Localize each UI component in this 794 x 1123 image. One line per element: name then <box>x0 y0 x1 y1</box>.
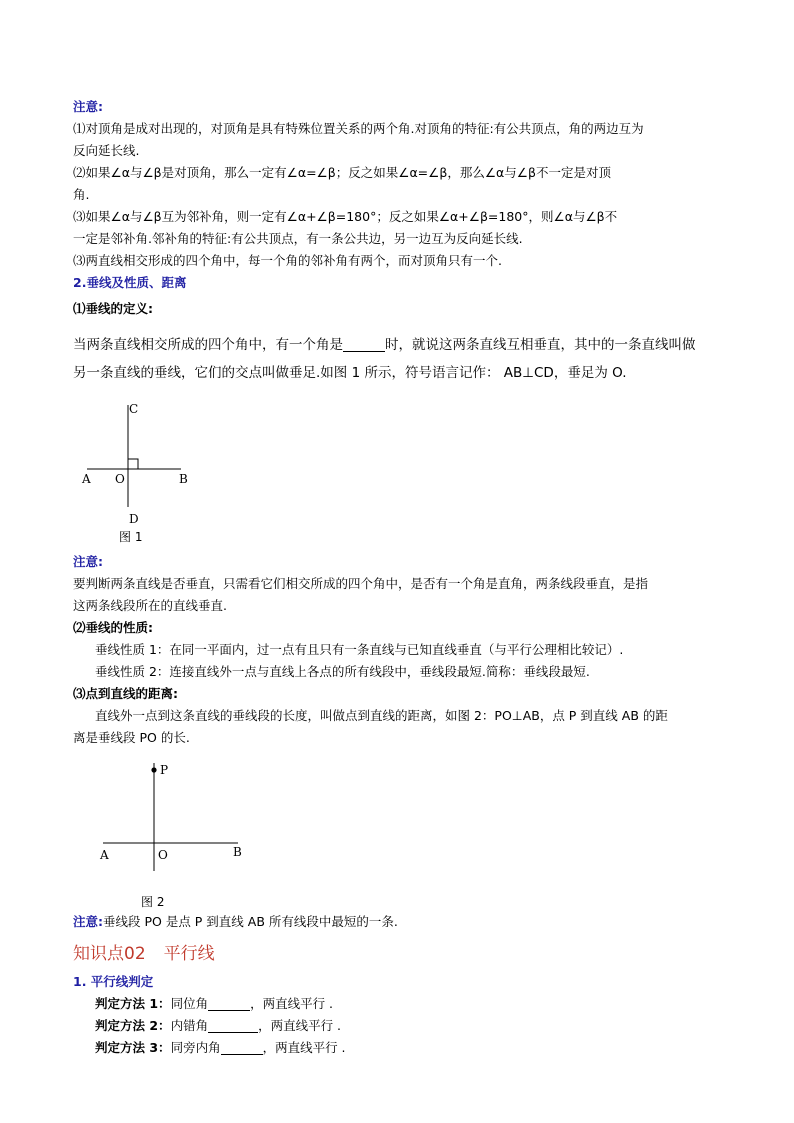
method-text: ，两直线平行 . <box>258 1018 342 1033</box>
definition-line-1 <box>73 331 723 359</box>
properties-heading: ⑵垂线的性质: <box>73 620 153 635</box>
method-text: ，两直线平行 . <box>262 1040 346 1055</box>
label-p: P <box>160 763 169 777</box>
label-o: O <box>115 472 125 486</box>
parallel-method-2 <box>73 1015 723 1037</box>
figure-2-caption: 图 2 <box>141 895 165 909</box>
figure-1 <box>73 387 723 547</box>
knowledge-point-heading <box>73 941 723 967</box>
note2-title: 注意: <box>73 554 103 569</box>
label-c: C <box>129 402 139 416</box>
point-p <box>151 767 156 772</box>
method-label: 判定方法 1： <box>95 996 171 1011</box>
label-b: B <box>179 472 188 486</box>
parallel-heading: 1. 平行线判定 <box>73 974 154 989</box>
property-item: 垂线性质 1：在同一平面内，过一点有且只有一条直线与已知直线垂直（与平行公理相比较记）. <box>95 642 624 657</box>
method-text: ，两直线平行 . <box>250 996 334 1011</box>
label-a: A <box>82 472 91 486</box>
parallel-method-1 <box>73 993 723 1015</box>
method-text: 同旁内角 <box>170 1040 221 1055</box>
right-angle-mark <box>128 459 138 469</box>
note1-item: ⑴对顶角是成对出现的，对顶角是具有特殊位置关系的两个角.对顶角的特征:有公共顶点，角的两边互为 <box>73 121 644 136</box>
answer-blank[interactable] <box>343 337 385 352</box>
label-d: D <box>129 512 139 526</box>
distance-line-2: 离是垂线段 PO 的长. <box>73 730 190 745</box>
parallel-method-3 <box>73 1037 723 1059</box>
definition-text: 时，就说这两条直线互相垂直，其中的一条直线叫做 <box>385 337 696 353</box>
definition-line-2: 另一条直线的垂线，它们的交点叫做垂足.如图 1 所示，符号语言记作： AB⊥CD，垂足为 O. <box>73 365 627 381</box>
note1-list <box>73 118 723 272</box>
definition-heading: ⑴垂线的定义: <box>73 301 153 316</box>
method-text: 同位角 <box>170 996 209 1011</box>
note2-line: 要判断两条直线是否垂直，只需看它们相交所成的四个角中，是否有一个角是直角，两条线段垂直，是指 <box>73 576 649 591</box>
perpendicular-diagram-1 <box>73 387 273 547</box>
knowledge-point-number: 知识点02 <box>73 944 146 964</box>
definition-paragraph <box>73 331 723 387</box>
note1-item: ⑵如果∠α与∠β是对顶角，那么一定有∠α=∠β；反之如果∠α=∠β，那么∠α与∠β不一定是对顶 <box>73 165 611 180</box>
note1-title: 注意: <box>73 99 103 114</box>
note1-item: 一定是邻补角.邻补角的特征:有公共顶点，有一条公共边，另一边互为反向延长线. <box>73 231 523 246</box>
note2-line: 这两条线段所在的直线垂直. <box>73 598 227 613</box>
note1-item: ⑶两直线相交形成的四个角中，每一个角的邻补角有两个，而对顶角只有一个. <box>73 253 502 268</box>
note1-item: 反向延长线. <box>73 143 140 158</box>
answer-blank[interactable] <box>221 1040 263 1055</box>
definition-text: 当两条直线相交所成的四个角中，有一个角是 <box>73 337 343 353</box>
note3-text: 垂线段 PO 是点 P 到直线 AB 所有线段中最短的一条. <box>103 914 398 929</box>
method-text: 内错角 <box>170 1018 209 1033</box>
perpendicular-diagram-2 <box>73 753 293 911</box>
knowledge-point-title: 平行线 <box>163 944 215 964</box>
label-b: B <box>233 845 242 859</box>
section2-heading: 2.垂线及性质、距离 <box>73 275 187 290</box>
note1-item: 角. <box>73 187 90 202</box>
note3 <box>73 911 723 933</box>
document-page <box>73 96 723 1059</box>
method-label: 判定方法 3： <box>95 1040 171 1055</box>
method-label: 判定方法 2： <box>95 1018 171 1033</box>
note1-item: ⑶如果∠α与∠β互为邻补角，则一定有∠α+∠β=180°；反之如果∠α+∠β=180°，则∠α与∠β不 <box>73 209 618 224</box>
figure-1-caption: 图 1 <box>119 530 143 544</box>
distance-line-1: 直线外一点到这条直线的垂线段的长度，叫做点到直线的距离，如图 2：PO⊥AB，点 P 到直线 AB 的距 <box>95 708 668 723</box>
note3-title: 注意: <box>73 914 103 929</box>
property-item: 垂线性质 2：连接直线外一点与直线上各点的所有线段中，垂线段最短.简称：垂线段最短. <box>95 664 590 679</box>
figure-2 <box>73 753 723 911</box>
answer-blank[interactable] <box>208 996 250 1011</box>
answer-blank[interactable] <box>208 1018 258 1033</box>
label-a: A <box>100 848 109 862</box>
distance-heading: ⑶点到直线的距离: <box>73 686 178 701</box>
label-o: O <box>158 848 168 862</box>
